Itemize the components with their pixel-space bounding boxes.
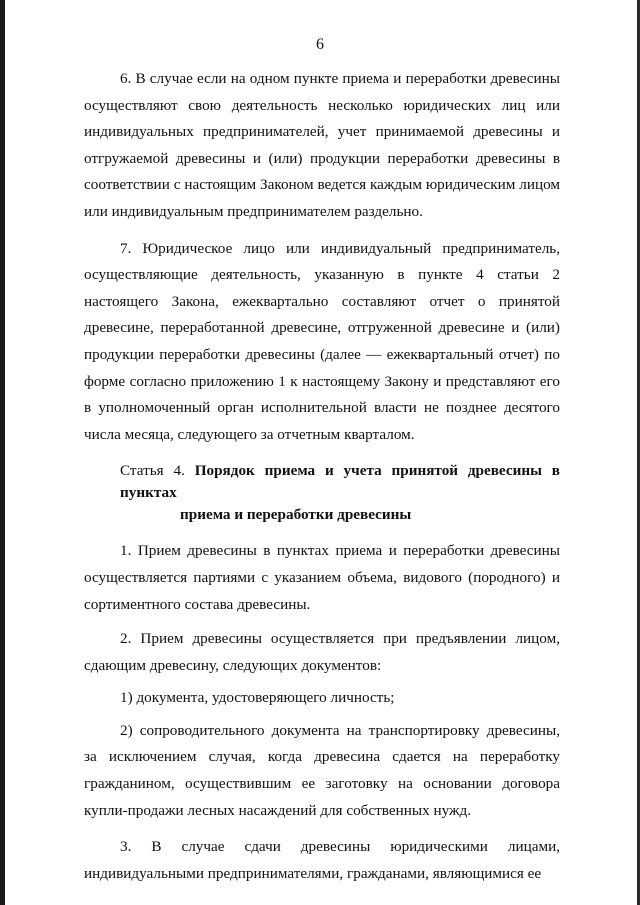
article-title-line1: Порядок приема и учета принятой древесины в пунктах [120,462,560,502]
article-paragraph-2: 2. Прием древесины осуществляется при предъявлении лицом, сдающим древесину, следующих документов: [84,630,560,674]
document-body [84,66,560,887]
article-paragraph-3: 3. В случае сдачи древесины юридическими лицами, индивидуальными предпринимателями, гражданами, являющимися ее [84,838,560,882]
article-number: Статья 4. [120,462,185,480]
article-paragraph-2-item-1: 1) документа, удостоверяющего личность; [120,689,395,707]
page-number: 6 [316,36,324,53]
paragraph-7: 7. Юридическое лицо или индивидуальный предприниматель, осуществляющие деятельность, указанную в пункте 4 статьи 2 настоящего Закона, ежеквартально составляют отчет о принятой древесине, переработанной древесине, отгруженной древесине и (или) продукции переработки древесины (далее — ежеквартальный отчет) по форме согласно приложению 1 к настоящему Закону и представляют его в уполномоченный орган исполнительной власти не позднее десятого числа месяца, следующего за отчетным кварталом. [84,239,560,443]
article-paragraph-2-item-2: 2) сопроводительного документа на транспортировку древесины, за исключением случая, когда древесина сдается на переработку гражданином, осуществившим ее заготовку на основании договора купли-продажи лесных насаждений для собственных нужд. [84,721,560,819]
article-heading [84,460,560,526]
scan-edge-left [0,0,5,905]
paragraph-6: 6. В случае если на одном пункте приема и переработки древесины осуществляют свою деятельность несколько юридических лиц или индивидуальных предпринимателей, учет принимаемой древесины и отгружаемой древесины и (или) продукции переработки древесины в соответствии с настоящим Законом ведется каждым юридическим лицом или индивидуальным предпринимателем раздельно. [84,70,560,220]
article-title-line2: приема и переработки древесины [180,506,412,524]
article-paragraph-1: 1. Прием древесины в пунктах приема и переработки древесины осуществляется партиями с указанием объема, видового (породного) и сортиментного состава древесины. [84,542,560,613]
